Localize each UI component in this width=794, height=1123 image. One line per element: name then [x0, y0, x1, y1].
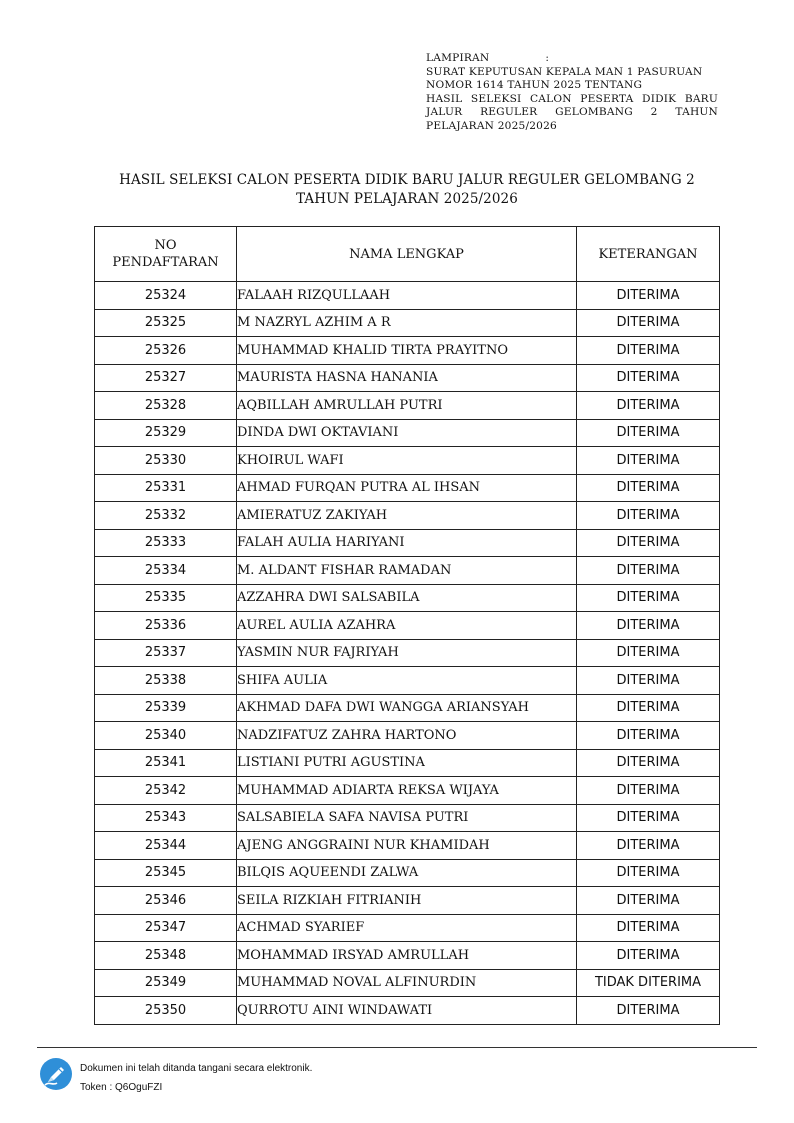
- status-cell: DITERIMA: [577, 282, 720, 310]
- full-name-cell: YASMIN NUR FAJRIYAH: [237, 639, 577, 667]
- status-cell: DITERIMA: [577, 914, 720, 942]
- registration-number-cell: 25324: [95, 282, 237, 310]
- table-row: [95, 502, 720, 530]
- full-name-cell: LISTIANI PUTRI AGUSTINA: [237, 749, 577, 777]
- registration-number-cell: 25344: [95, 832, 237, 860]
- full-name-cell: M. ALDANT FISHAR RAMADAN: [237, 557, 577, 585]
- table-row: [95, 529, 720, 557]
- full-name-cell: AUREL AULIA AZAHRA: [237, 612, 577, 640]
- full-name-cell: NADZIFATUZ ZAHRA HARTONO: [237, 722, 577, 750]
- registration-number-cell: 25340: [95, 722, 237, 750]
- full-name-cell: AJENG ANGGRAINI NUR KHAMIDAH: [237, 832, 577, 860]
- full-name-cell: AQBILLAH AMRULLAH PUTRI: [237, 392, 577, 420]
- status-cell: DITERIMA: [577, 502, 720, 530]
- full-name-cell: BILQIS AQUEENDI ZALWA: [237, 859, 577, 887]
- status-cell: DITERIMA: [577, 832, 720, 860]
- header-no-line-2: PENDAFTARAN: [112, 255, 219, 270]
- status-cell: DITERIMA: [577, 804, 720, 832]
- footer-divider: [37, 1047, 757, 1048]
- decree-subject-line-2: JALUR REGULER GELOMBANG 2 TAHUN: [426, 106, 718, 119]
- full-name-cell: AZZAHRA DWI SALSABILA: [237, 584, 577, 612]
- registration-number-cell: 25328: [95, 392, 237, 420]
- full-name-cell: M NAZRYL AZHIM A R: [237, 309, 577, 337]
- attachment-label: LAMPIRAN: [426, 52, 490, 64]
- registration-number-cell: 25341: [95, 749, 237, 777]
- registration-number-cell: 25348: [95, 942, 237, 970]
- registration-number-cell: 25338: [95, 667, 237, 695]
- registration-number-cell: 25331: [95, 474, 237, 502]
- status-cell: DITERIMA: [577, 474, 720, 502]
- status-cell: DITERIMA: [577, 942, 720, 970]
- table-row: [95, 447, 720, 475]
- registration-number-cell: 25327: [95, 364, 237, 392]
- footer-note: [80, 1059, 312, 1097]
- status-cell: TIDAK DITERIMA: [577, 969, 720, 997]
- status-cell: DITERIMA: [577, 887, 720, 915]
- registration-number-cell: 25336: [95, 612, 237, 640]
- table-row: [95, 914, 720, 942]
- full-name-cell: SHIFA AULIA: [237, 667, 577, 695]
- full-name-cell: MUHAMMAD NOVAL ALFINURDIN: [237, 969, 577, 997]
- registration-number-cell: 25330: [95, 447, 237, 475]
- table-header-row: [95, 227, 720, 282]
- full-name-cell: AHMAD FURQAN PUTRA AL IHSAN: [237, 474, 577, 502]
- table-body: [95, 282, 720, 1025]
- table-row: [95, 309, 720, 337]
- full-name-cell: DINDA DWI OKTAVIANI: [237, 419, 577, 447]
- table-row: [95, 859, 720, 887]
- registration-number-cell: 25342: [95, 777, 237, 805]
- decree-subject-line-1: HASIL SELEKSI CALON PESERTA DIDIK BARU: [426, 92, 718, 105]
- status-cell: DITERIMA: [577, 529, 720, 557]
- full-name-cell: KHOIRUL WAFI: [237, 447, 577, 475]
- table-row: [95, 997, 720, 1025]
- registration-number-cell: 25334: [95, 557, 237, 585]
- status-cell: DITERIMA: [577, 639, 720, 667]
- decree-subject-line-3: PELAJARAN 2025/2026: [426, 119, 557, 132]
- full-name-cell: MUHAMMAD KHALID TIRTA PRAYITNO: [237, 337, 577, 365]
- registration-number-cell: 25339: [95, 694, 237, 722]
- decree-title-line: SURAT KEPUTUSAN KEPALA MAN 1 PASURUAN: [426, 65, 703, 78]
- registration-number-cell: 25337: [95, 639, 237, 667]
- table-row: [95, 942, 720, 970]
- table-row: [95, 804, 720, 832]
- document-token: Token : Q6OguFZI: [80, 1082, 163, 1093]
- full-name-cell: ACHMAD SYARIEF: [237, 914, 577, 942]
- table-row: [95, 832, 720, 860]
- table-row: [95, 887, 720, 915]
- full-name-cell: FALAAH RIZQULLAAH: [237, 282, 577, 310]
- status-cell: DITERIMA: [577, 584, 720, 612]
- full-name-cell: AMIERATUZ ZAKIYAH: [237, 502, 577, 530]
- table-row: [95, 694, 720, 722]
- column-header-full-name: NAMA LENGKAP: [237, 227, 577, 282]
- table-row: [95, 364, 720, 392]
- table-row: [95, 337, 720, 365]
- registration-number-cell: 25346: [95, 887, 237, 915]
- column-header-registration-number: [95, 227, 237, 282]
- full-name-cell: MAURISTA HASNA HANANIA: [237, 364, 577, 392]
- column-header-status: KETERANGAN: [577, 227, 720, 282]
- table-row: [95, 584, 720, 612]
- status-cell: DITERIMA: [577, 777, 720, 805]
- full-name-cell: MOHAMMAD IRSYAD AMRULLAH: [237, 942, 577, 970]
- full-name-cell: SALSABIELA SAFA NAVISA PUTRI: [237, 804, 577, 832]
- table-row: [95, 392, 720, 420]
- document-title: [60, 171, 754, 209]
- table-row: [95, 612, 720, 640]
- registration-number-cell: 25325: [95, 309, 237, 337]
- registration-number-cell: 25335: [95, 584, 237, 612]
- document-title-line-2: TAHUN PELAJARAN 2025/2026: [296, 191, 518, 207]
- status-cell: DITERIMA: [577, 722, 720, 750]
- document-title-line-1: HASIL SELEKSI CALON PESERTA DIDIK BARU JALUR REGULER GELOMBANG 2: [119, 172, 695, 188]
- full-name-cell: SEILA RIZKIAH FITRIANIH: [237, 887, 577, 915]
- full-name-cell: QURROTU AINI WINDAWATI: [237, 997, 577, 1025]
- table-row: [95, 777, 720, 805]
- attachment-header: [426, 52, 718, 134]
- table-row: [95, 557, 720, 585]
- table-row: [95, 722, 720, 750]
- registration-number-cell: 25326: [95, 337, 237, 365]
- status-cell: DITERIMA: [577, 419, 720, 447]
- registration-number-cell: 25329: [95, 419, 237, 447]
- full-name-cell: AKHMAD DAFA DWI WANGGA ARIANSYAH: [237, 694, 577, 722]
- full-name-cell: FALAH AULIA HARIYANI: [237, 529, 577, 557]
- decree-number-line: NOMOR 1614 TAHUN 2025 TENTANG: [426, 79, 643, 92]
- table-row: [95, 969, 720, 997]
- registration-number-cell: 25343: [95, 804, 237, 832]
- table-row: [95, 639, 720, 667]
- status-cell: DITERIMA: [577, 364, 720, 392]
- registration-number-cell: 25345: [95, 859, 237, 887]
- table-row: [95, 419, 720, 447]
- electronic-signature-note: Dokumen ini telah ditanda tangani secara elektronik.: [80, 1063, 313, 1074]
- status-cell: DITERIMA: [577, 859, 720, 887]
- selection-results-table: [94, 226, 720, 1025]
- status-cell: DITERIMA: [577, 667, 720, 695]
- status-cell: DITERIMA: [577, 749, 720, 777]
- registration-number-cell: 25332: [95, 502, 237, 530]
- e-signature-pen-icon: [39, 1057, 73, 1091]
- header-no-line-1: NO: [154, 238, 177, 253]
- registration-number-cell: 25347: [95, 914, 237, 942]
- registration-number-cell: 25333: [95, 529, 237, 557]
- table-row: [95, 749, 720, 777]
- table-row: [95, 667, 720, 695]
- status-cell: DITERIMA: [577, 447, 720, 475]
- attachment-label-line: [426, 52, 718, 66]
- registration-number-cell: 25350: [95, 997, 237, 1025]
- status-cell: DITERIMA: [577, 612, 720, 640]
- full-name-cell: MUHAMMAD ADIARTA REKSA WIJAYA: [237, 777, 577, 805]
- status-cell: DITERIMA: [577, 392, 720, 420]
- status-cell: DITERIMA: [577, 997, 720, 1025]
- status-cell: DITERIMA: [577, 309, 720, 337]
- attachment-separator: :: [545, 52, 550, 64]
- registration-number-cell: 25349: [95, 969, 237, 997]
- status-cell: DITERIMA: [577, 337, 720, 365]
- status-cell: DITERIMA: [577, 557, 720, 585]
- status-cell: DITERIMA: [577, 694, 720, 722]
- table-row: [95, 282, 720, 310]
- table-row: [95, 474, 720, 502]
